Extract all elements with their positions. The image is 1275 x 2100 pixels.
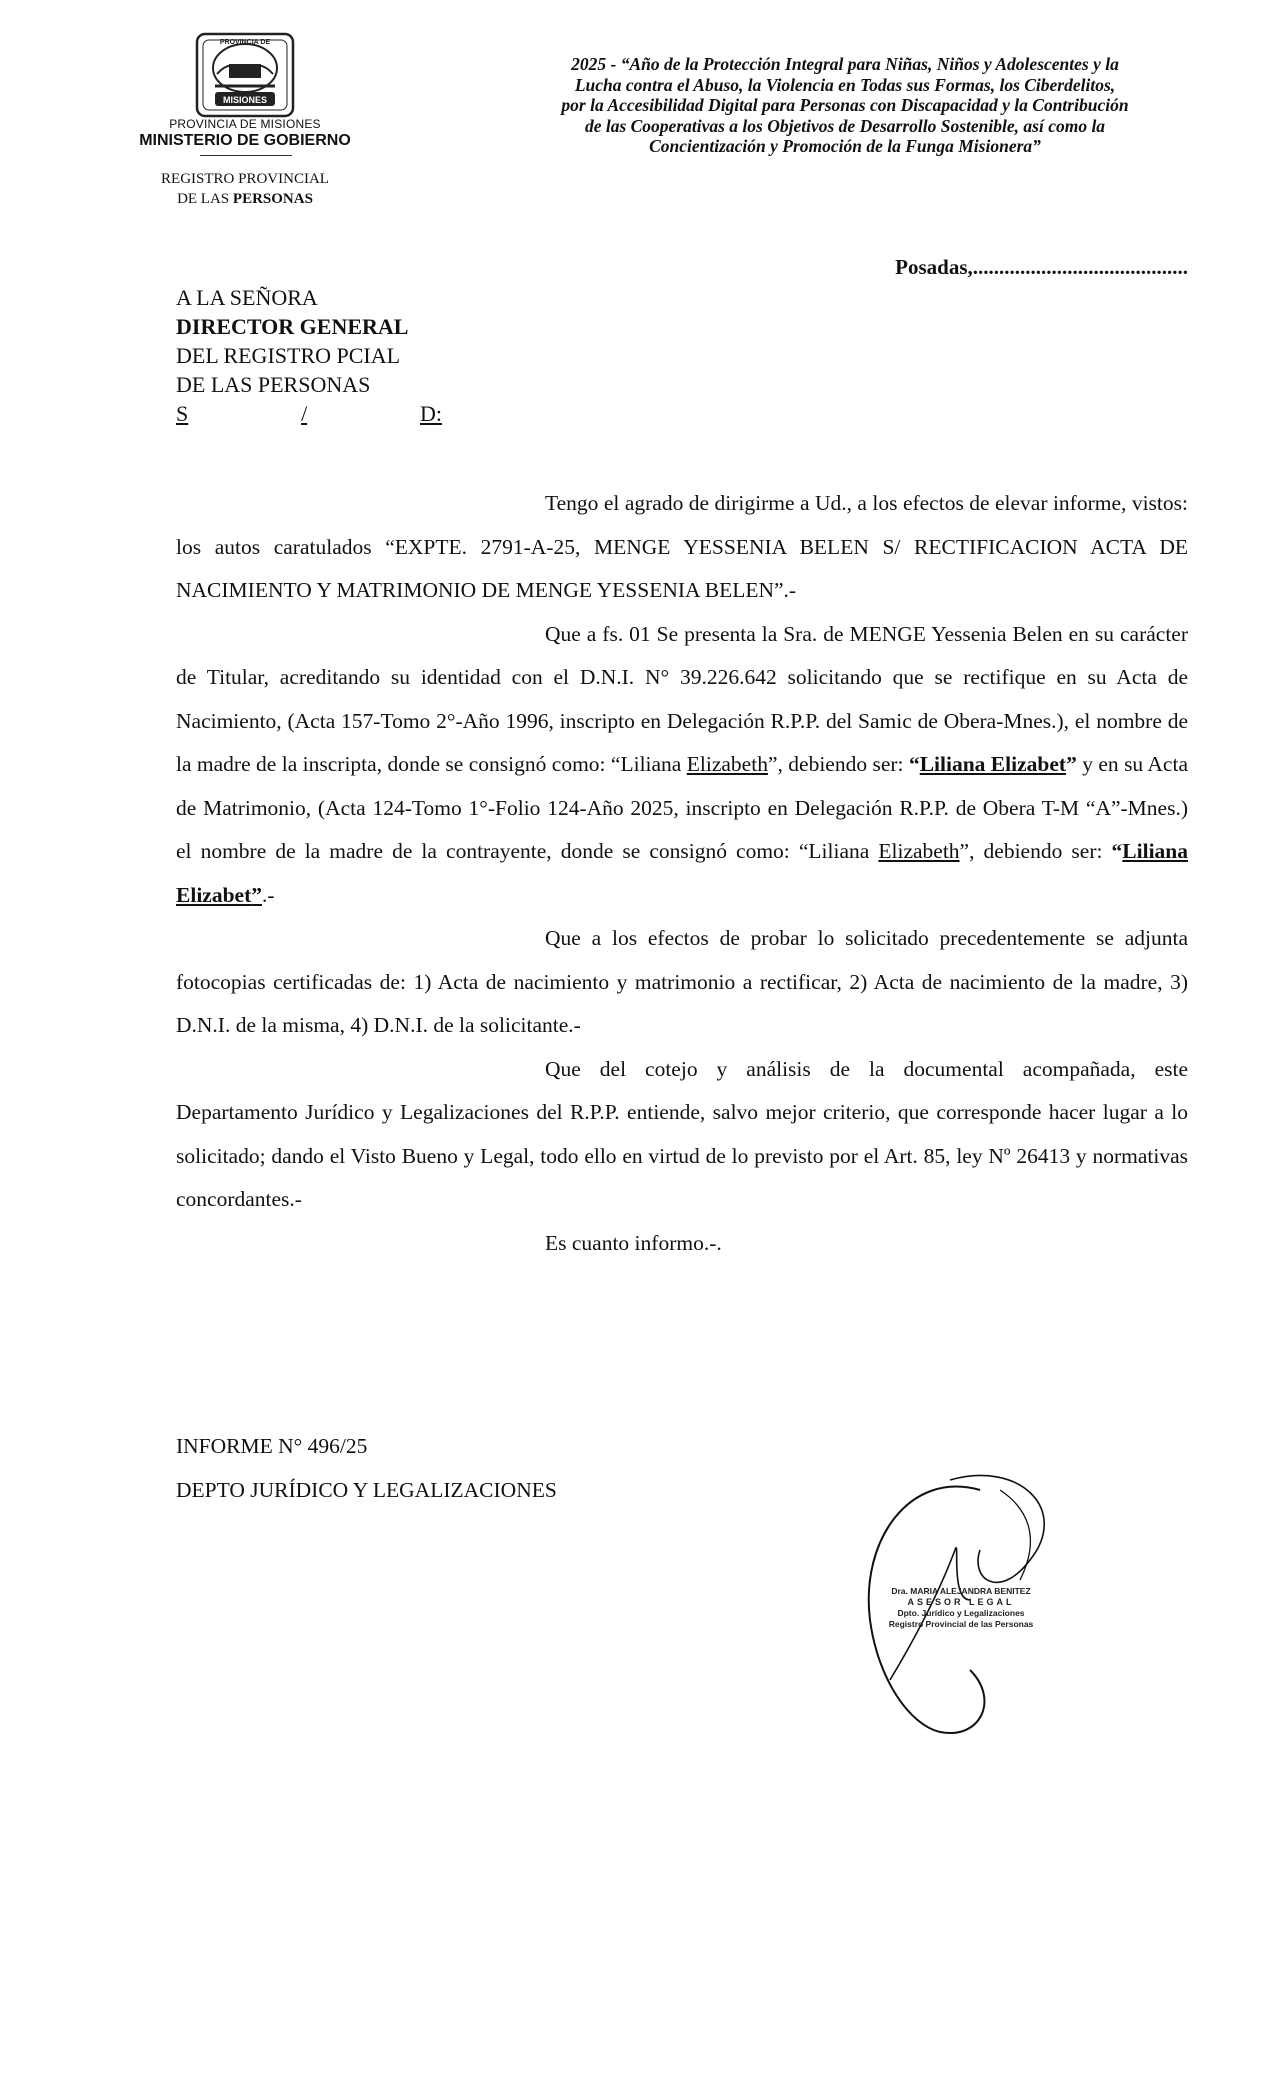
report-body <box>176 482 1188 1265</box>
ministry-name: MINISTERIO DE GOBIERNO <box>139 132 351 149</box>
addressee-block <box>176 283 442 428</box>
signer-title: ASESOR LEGAL <box>907 1597 1015 1607</box>
paragraph-3: Que a los efectos de probar lo solicitado precedentemente se adjunta fotocopias certificadas de: 1) Acta de nacimiento y matrimonio a rectificar, 2) Acta de nacimiento de la madre, 3) D.N.I. de la misma, 4) D.N.I. de la solicitante.- <box>176 926 1188 1037</box>
letterhead <box>0 0 1275 230</box>
addressee-line-4: DE LAS PERSONAS <box>176 372 371 397</box>
registry-line-2: DE LAS PERSONAS <box>177 191 313 207</box>
signer-registry: Registro Provincial de las Personas <box>888 1619 1034 1629</box>
signature-stamp <box>866 1586 1056 1630</box>
signature-area <box>830 1450 1100 1740</box>
paragraph-1: Tengo el agrado de dirigirme a Ud., a los efectos de elevar informe, vistos: los autos caratulados “EXPTE. 2791-A-25, MENGE YESSENIA BELEN S/ RECTIFICACION ACTA DE NACIMIENTO Y MATRIMONIO DE MENGE YESSENIA BELEN”.- <box>176 491 1188 602</box>
emblem-text-bottom: MISIONES <box>222 95 268 105</box>
year-motto: 2025 - “Año de la Protección Integral para Niñas, Niños y Adolescentes y la Lucha contra el Abuso, la Violencia en Todas sus Formas, los Ciberdelitos, por la Accesibilidad Digital para Personas con Discapacidad y la Contribución de las Cooperativas a los Objetivos de Desarrollo Sostenible, así como la Concientización y Promoción de la Funga Misionera” <box>561 54 1129 156</box>
signer-department: Dpto. Jurídico y Legalizaciones <box>897 1608 1025 1618</box>
header-divider <box>200 155 292 156</box>
registry-line-1: REGISTRO PROVINCIAL <box>161 171 329 187</box>
paragraph-5: Es cuanto informo.-. <box>545 1230 722 1255</box>
department-name: DEPTO JURÍDICO Y LEGALIZACIONES <box>176 1477 557 1502</box>
addressee-line-2: DIRECTOR GENERAL <box>176 314 409 339</box>
coat-of-arms-icon <box>185 28 305 120</box>
addressee-line-1: A LA SEÑORA <box>176 285 318 310</box>
paragraph-4: Que del cotejo y análisis de la documental acompañada, este Departamento Jurídico y Legalizaciones del R.P.P. entiende, salvo mejor criterio, que corresponde hacer lugar a lo solicitado; dando el Visto Bueno y Legal, todo ello en virtud de lo previsto por el Art. 85, ley Nº 26413 y normativas concordantes.- <box>176 1056 1188 1211</box>
report-number: INFORME N° 496/25 <box>176 1434 368 1458</box>
sd-line: S / D: <box>176 401 442 426</box>
addressee-line-3: DEL REGISTRO PCIAL <box>176 343 401 368</box>
emblem-text-top: PROVINCIA DE <box>219 39 271 46</box>
province-name: PROVINCIA DE MISIONES <box>169 117 321 131</box>
place-date: Posadas,......................................... <box>895 255 1188 279</box>
signer-name: Dra. MARIA ALEJANDRA BENITEZ <box>891 1586 1031 1596</box>
paragraph-2: Que a fs. 01 Se presenta la Sra. de MENGE Yessenia Belen en su carácter de Titular, acreditando su identidad con el D.N.I. N° 39.226.642 solicitando que se rectifique en su Acta de Nacimiento, (Acta 157-Tomo 2°-Año 1996, inscripto en Delegación R.P.P. del Samic de Obera-Mnes.), el nombre de la madre de la inscripta, donde se consignó como: “Liliana Elizabeth”, debiendo ser: “Liliana Elizabet” y en su Acta de Matrimonio, (Acta 124-Tomo 1°-Folio 124-Año 2025, inscripto en Delegación R.P.P. de Obera T-M “A”-Mnes.) el nombre de la madre de la contrayente, donde se consignó como: “Liliana Elizabeth”, debiendo ser: “Liliana Elizabet”.- <box>176 621 1188 907</box>
report-footer <box>176 1425 557 1512</box>
